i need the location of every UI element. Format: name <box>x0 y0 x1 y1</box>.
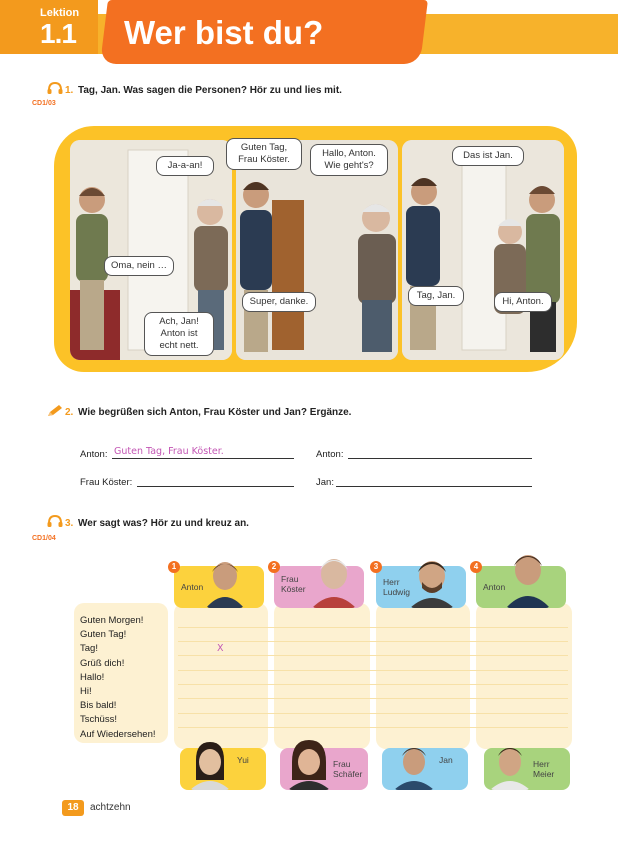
teacher-portrait <box>288 738 330 790</box>
person-number-badge: 2 <box>268 561 280 573</box>
person-name: Anton <box>483 582 506 592</box>
person-name: Frau Schäfer <box>333 759 363 779</box>
teacher-portrait <box>490 738 530 790</box>
grid-row-line <box>178 670 568 671</box>
answer-line-2[interactable] <box>348 458 532 459</box>
speech-bubble: Ach, Jan! Anton ist echt nett. <box>144 312 214 356</box>
person-name: Yui <box>237 755 249 765</box>
answer-line-4[interactable] <box>336 486 532 487</box>
greeting-item: Tag! <box>80 643 98 655</box>
answer-label-jan: Jan: <box>316 477 334 488</box>
exercise-3-number: 3. <box>65 518 74 529</box>
speech-bubble: Hallo, Anton. Wie geht's? <box>310 144 388 176</box>
speech-bubble: Ja-a-an! <box>156 156 214 176</box>
speech-bubble: Das ist Jan. <box>452 146 524 166</box>
speech-bubble: Guten Tag, Frau Köster. <box>226 138 302 170</box>
cross-mark: X <box>217 643 224 654</box>
speech-bubble: Tag, Jan. <box>408 286 464 306</box>
teacher-portrait <box>410 554 454 608</box>
grid-row-line <box>178 684 568 685</box>
exercise-1-instruction: Tag, Jan. Was sagen die Personen? Hör zu und lies mit. <box>78 85 342 96</box>
person-name: Frau Köster <box>281 574 306 594</box>
pencil-icon <box>46 404 64 418</box>
person-name: Herr Ludwig <box>383 577 410 597</box>
exercise-2-number: 2. <box>65 407 74 418</box>
handwritten-answer: Guten Tag, Frau Köster. <box>114 446 224 457</box>
grid-row-line <box>178 727 568 728</box>
lesson-number: 1.1 <box>40 18 76 49</box>
grid-row-line <box>178 698 568 699</box>
greeting-item: Guten Tag! <box>80 629 127 641</box>
page-number-word: achtzehn <box>90 802 131 813</box>
answer-line-1[interactable] <box>112 458 294 459</box>
page-number: 18 <box>62 800 84 816</box>
answer-label-frau-koester: Frau Köster: <box>80 477 133 488</box>
greeting-item: Grüß dich! <box>80 657 125 669</box>
greeting-item: Auf Wiedersehen! <box>80 728 156 740</box>
grid-row-line <box>178 641 568 642</box>
speech-bubble: Hi, Anton. <box>494 292 552 312</box>
page-title: Wer bist du? <box>124 14 324 51</box>
cd-track-label: CD1/03 <box>32 100 56 107</box>
person-number-badge: 3 <box>370 561 382 573</box>
greeting-item: Hallo! <box>80 671 105 683</box>
person-name: Herr Meier <box>533 759 555 779</box>
headphones-icon <box>46 81 64 95</box>
comic-panel-3-illustration <box>402 140 564 360</box>
student-portrait <box>394 740 434 790</box>
greeting-item: Guten Morgen! <box>80 615 144 626</box>
headphones-icon <box>46 514 64 528</box>
senior-portrait <box>312 552 356 608</box>
lesson-label: Lektion <box>40 7 80 19</box>
grid-row-line <box>178 713 568 714</box>
student-portrait <box>206 556 244 608</box>
greeting-item: Tschüss! <box>80 714 117 726</box>
person-number-badge: 1 <box>168 561 180 573</box>
grid-row-line <box>178 655 568 656</box>
speech-bubble: Oma, nein … <box>104 256 174 276</box>
cd-track-label: CD1/04 <box>32 535 56 542</box>
person-name: Anton <box>181 582 204 592</box>
answer-line-3[interactable] <box>137 486 294 487</box>
grid-row-line <box>178 627 568 628</box>
exercise-2-instruction: Wie begrüßen sich Anton, Frau Köster und Jan? Ergänze. <box>78 407 352 418</box>
person-number-badge: 4 <box>470 561 482 573</box>
speech-bubble: Super, danke. <box>242 292 316 312</box>
student-portrait <box>506 548 550 608</box>
exercise-3-instruction: Wer sagt was? Hör zu und kreuz an. <box>78 518 249 529</box>
person-name: Jan <box>439 755 453 765</box>
comic-panel-3 <box>402 140 564 360</box>
answer-label-anton-2: Anton: <box>316 449 344 460</box>
greeting-list <box>80 614 156 742</box>
greeting-item: Hi! <box>80 686 92 698</box>
greeting-item: Bis bald! <box>80 700 117 712</box>
exercise-1-number: 1. <box>65 85 74 96</box>
student-portrait <box>190 740 230 790</box>
answer-label-anton: Anton: <box>80 449 108 460</box>
